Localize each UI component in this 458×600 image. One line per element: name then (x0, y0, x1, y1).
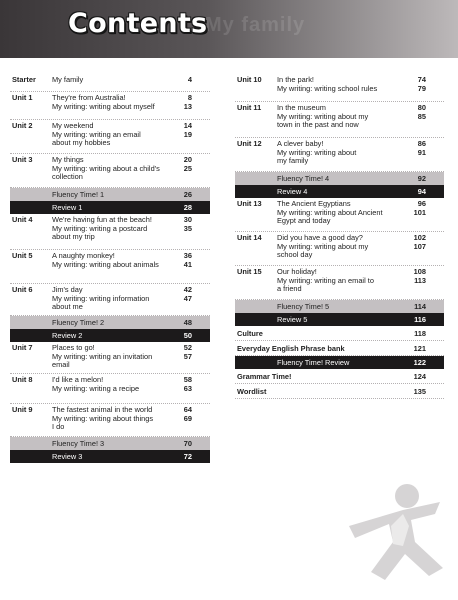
lesson-title-line: email (52, 360, 70, 370)
lesson-titles (277, 234, 399, 260)
contents-section-row[interactable] (235, 326, 444, 341)
page-number: 92 (417, 174, 426, 183)
page-numbers (184, 94, 192, 111)
page-numbers (418, 104, 426, 121)
unit-label: Unit 5 (12, 251, 33, 260)
unit-label: Unit 8 (12, 375, 33, 384)
lesson-title-line: My writing: writing about myself (52, 101, 155, 111)
lesson-title-line: My writing: writing a recipe (52, 383, 140, 393)
lesson-titles (277, 140, 399, 166)
lesson-titles (52, 406, 174, 432)
page-numbers (184, 122, 192, 139)
page-numbers (184, 286, 192, 303)
contents-section-row[interactable] (235, 384, 444, 399)
section-label: Culture (237, 329, 263, 338)
lesson-titles (277, 104, 399, 130)
contents-row[interactable] (10, 120, 210, 154)
page-number: 25 (183, 163, 192, 173)
section-label: Everyday English Phrase bank (237, 344, 345, 353)
page-numbers (418, 76, 426, 93)
page-numbers (414, 200, 426, 217)
lesson-title-line: A naughty monkey! (52, 251, 115, 260)
unit-label: Unit 15 (237, 267, 262, 276)
lesson-title-line: They're from Australia! (52, 93, 126, 102)
contents-row[interactable] (235, 138, 444, 172)
lesson-titles (52, 156, 174, 182)
lesson-title-line: My writing: writing an email (52, 129, 141, 139)
page-number: 57 (183, 351, 192, 361)
page-number: 70 (183, 439, 192, 448)
lesson-title-line: Did you have a good day? (277, 233, 363, 242)
lesson-title-line: My family (52, 75, 84, 84)
page-title: Contents (68, 8, 208, 39)
lesson-title-line: I'd like a melon! (52, 375, 104, 384)
lesson-title-line: my family (277, 156, 309, 166)
page-number: 30 (183, 215, 192, 224)
contents-row[interactable] (235, 102, 444, 138)
fluency-time-band[interactable] (10, 188, 210, 201)
band-label: Review 4 (277, 187, 308, 196)
lesson-title-line: about me (52, 302, 83, 312)
page-number: 47 (183, 293, 192, 303)
lesson-title-line: town in the past and now (277, 120, 359, 130)
page-number: 50 (183, 331, 192, 340)
unit-label: Unit 1 (12, 93, 33, 102)
contents-row[interactable] (10, 404, 210, 437)
review-band[interactable] (10, 329, 210, 342)
page-numbers (414, 234, 426, 251)
page-number: 124 (413, 372, 426, 381)
page-number: 13 (183, 101, 192, 111)
page-number: 58 (183, 375, 192, 384)
contents-row[interactable] (10, 74, 210, 92)
page-number: 91 (417, 147, 426, 157)
lesson-title-line: My weekend (52, 121, 94, 130)
contents-row[interactable] (10, 374, 210, 404)
unit-label: Unit 3 (12, 155, 33, 164)
page-numbers (188, 76, 192, 85)
lesson-title-line: My writing: writing information (52, 293, 150, 303)
lesson-title-line: My writing: writing about animals (52, 259, 159, 269)
lesson-title-line: My writing: writing about a child's (52, 163, 160, 173)
lesson-title-line: In the park! (277, 75, 314, 84)
unit-label: Unit 7 (12, 343, 33, 352)
unit-label: Unit 2 (12, 121, 33, 130)
page-number: 72 (183, 452, 192, 461)
lesson-title-line: Our holiday! (277, 267, 317, 276)
lesson-title-line: My writing: writing about my (277, 241, 369, 251)
lesson-titles (52, 286, 174, 312)
lesson-titles (52, 344, 174, 370)
contents-row[interactable] (10, 342, 210, 374)
page-number: 85 (417, 111, 426, 121)
unit-label: Unit 4 (12, 215, 33, 224)
contents-row[interactable] (235, 74, 444, 102)
page-number: 116 (414, 315, 426, 324)
band-label: Review 2 (52, 331, 83, 340)
jumping-figure-logo-icon (345, 480, 445, 585)
lesson-titles (52, 76, 174, 85)
band-label: Fluency Time! 5 (277, 302, 330, 311)
page-number: 114 (414, 302, 426, 311)
page-number: 113 (414, 275, 426, 285)
page-number: 101 (413, 207, 426, 217)
unit-label: Unit 12 (237, 139, 262, 148)
band-label: Fluency Time! 3 (52, 439, 105, 448)
lesson-titles (277, 76, 399, 93)
band-label: Review 5 (277, 315, 308, 324)
page-numbers (184, 156, 192, 173)
contents-section-row[interactable] (235, 369, 444, 384)
unit-label: Unit 6 (12, 285, 33, 294)
lesson-title-line: My writing: writing about Ancient (277, 207, 383, 217)
contents-row[interactable] (10, 284, 210, 316)
lesson-title-line: A clever baby! (277, 139, 324, 148)
page-numbers (184, 406, 192, 423)
page-number: 121 (413, 344, 426, 353)
page-number: 107 (413, 241, 426, 251)
unit-label: Unit 13 (237, 199, 262, 208)
lesson-title-line: a friend (277, 284, 302, 294)
fluency-time-band[interactable] (235, 172, 444, 185)
contents-row[interactable] (235, 198, 444, 232)
lesson-title-line: about my trip (52, 232, 95, 242)
lesson-title-line: My writing: writing about things (52, 413, 154, 423)
fluency-time-band[interactable] (10, 437, 210, 450)
review-band[interactable] (235, 185, 444, 198)
page-number: 42 (183, 285, 192, 294)
page-number: 79 (417, 83, 426, 93)
lesson-titles (52, 122, 174, 148)
lesson-title-line: My things (52, 155, 84, 164)
lesson-titles (52, 252, 174, 269)
lesson-title-line: My writing: writing about (277, 147, 357, 157)
page-number: 96 (417, 199, 426, 208)
lesson-titles (52, 376, 174, 393)
lesson-title-line: about my hobbies (52, 138, 111, 148)
unit-label: Unit 14 (237, 233, 262, 242)
page-number: 35 (183, 223, 192, 233)
lesson-titles (52, 94, 174, 111)
contents-row[interactable] (10, 92, 210, 120)
review-band[interactable] (235, 313, 444, 326)
fluency-time-band[interactable] (235, 300, 444, 313)
contents-row[interactable] (10, 214, 210, 250)
page-number: 102 (413, 233, 426, 242)
review-band[interactable] (10, 450, 210, 463)
page-number: 80 (417, 103, 426, 112)
contents-right-column (235, 74, 444, 399)
page-numbers (184, 216, 192, 233)
fluency-time-band[interactable] (10, 316, 210, 329)
lesson-titles (277, 268, 399, 294)
lesson-title-line: The Ancient Egyptians (277, 199, 351, 208)
page-number: 118 (414, 329, 426, 338)
page-number: 20 (183, 155, 192, 164)
page-number: 94 (417, 187, 426, 196)
page-numbers (418, 140, 426, 157)
contents-section-row[interactable] (235, 341, 444, 356)
lesson-title-line: collection (52, 172, 83, 182)
band-label: Fluency Time! Review (277, 358, 350, 367)
page-number: 63 (183, 383, 192, 393)
contents-left-column (10, 74, 210, 463)
unit-label: Unit 9 (12, 405, 33, 414)
page-number: 69 (183, 413, 192, 423)
page-number: 4 (187, 75, 192, 84)
band-label: Fluency Time! 2 (52, 318, 105, 327)
contents-row[interactable] (10, 250, 210, 284)
lesson-title-line: school day (277, 250, 313, 260)
page-number: 52 (183, 343, 192, 352)
header-band (0, 0, 458, 58)
lesson-title-line: My writing: writing school rules (277, 83, 378, 93)
page-numbers (184, 376, 192, 393)
page-number: 135 (413, 387, 426, 396)
page-number: 8 (187, 93, 192, 102)
lesson-title-line: My writing: writing about my (277, 111, 369, 121)
unit-label: Unit 11 (237, 103, 262, 112)
contents-row[interactable] (235, 266, 444, 300)
unit-label: Unit 10 (237, 75, 262, 84)
lesson-title-line: My writing: writing an email to (277, 275, 374, 285)
review-band[interactable] (10, 201, 210, 214)
lesson-title-line: My writing: writing an invitation (52, 351, 153, 361)
lesson-title-line: In the museum (277, 103, 326, 112)
lesson-title-line: My writing: writing a postcard (52, 223, 148, 233)
page-number: 36 (183, 251, 192, 260)
page-number: 64 (183, 405, 192, 414)
band-label: Fluency Time! 4 (277, 174, 330, 183)
section-label: Wordlist (237, 387, 267, 396)
lesson-titles (277, 200, 399, 226)
page-number: 122 (413, 358, 426, 367)
lesson-title-line: Egypt and today (277, 216, 331, 226)
page-number: 19 (183, 129, 192, 139)
page-number: 41 (183, 259, 192, 269)
section-label: Grammar Time! (237, 372, 292, 381)
page-number: 28 (183, 203, 192, 212)
page-number: 108 (413, 267, 426, 276)
lesson-title-line: We're having fun at the beach! (52, 215, 152, 224)
band-label: Review 3 (52, 452, 83, 461)
header-ghost-text: My family (205, 14, 306, 36)
page-numbers (184, 344, 192, 361)
band-label: Fluency Time! 1 (52, 190, 105, 199)
lesson-title-line: Jim's day (52, 285, 83, 294)
page-number: 86 (417, 139, 426, 148)
band-label: Review 1 (52, 203, 83, 212)
lesson-title-line: I do (52, 422, 65, 432)
contents-row[interactable] (10, 154, 210, 188)
page-numbers (184, 252, 192, 269)
unit-label: Starter (12, 75, 36, 84)
lesson-titles (52, 216, 174, 242)
contents-row[interactable] (235, 232, 444, 266)
page-numbers (414, 268, 426, 285)
lesson-title-line: The fastest animal in the world (52, 405, 153, 414)
page-number: 14 (183, 121, 192, 130)
review-band[interactable] (235, 356, 444, 369)
page-number: 48 (183, 318, 192, 327)
page-number: 74 (417, 75, 426, 84)
page-number: 26 (183, 190, 192, 199)
lesson-title-line: Places to go! (52, 343, 95, 352)
